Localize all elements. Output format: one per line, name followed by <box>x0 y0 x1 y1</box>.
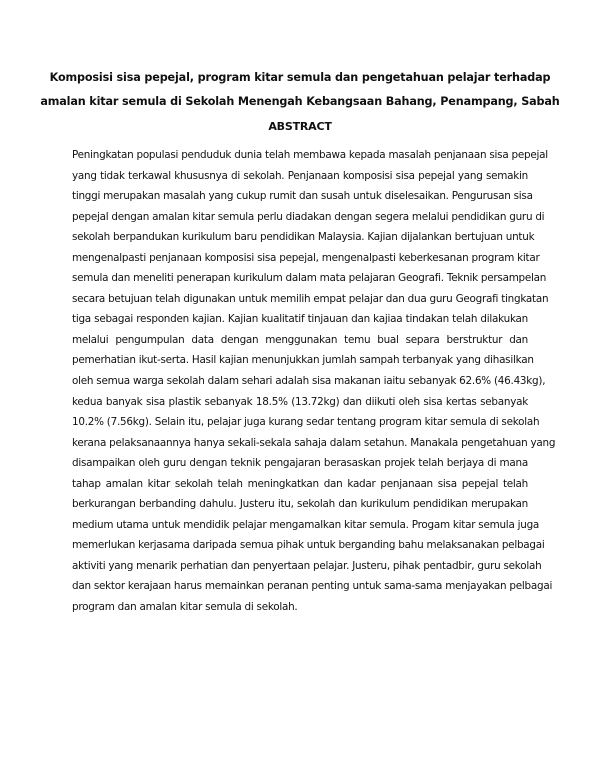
abstract-line: pepejal dengan amalan kitar semula perlu diadakan dengan segera melalui pendidikan guru di <box>72 210 545 223</box>
paper-title <box>40 66 560 114</box>
abstract-line: kerana pelaksanaannya hanya sekali-sekala sahaja dalam setahun. Manakala pengetahuan yang <box>72 436 556 449</box>
abstract-line: tahap amalan kitar sekolah telah meningkatkan dan kadar penjanaan sisa pepejal telah <box>72 477 528 490</box>
abstract-line: 10.2% (7.56kg). Selain itu, pelajar juga kurang sedar tentang program kitar semula di sekolah <box>72 416 540 429</box>
abstract-line: memerlukan kerjasama daripada semua pihak untuk berganding bahu melaksanakan pelbagai <box>72 539 545 552</box>
abstract-line: berkurangan berbanding dahulu. Justeru itu, sekolah dan kurikulum pendidikan merupakan <box>72 498 528 511</box>
abstract-line: semula dan meneliti penerapan kurikulum dalam mata pelajaran Geografi. Teknik persampelan <box>72 272 547 285</box>
abstract-line: yang tidak terkawal khususnya di sekolah. Penjanaan komposisi sisa pepejal yang semakin <box>72 169 528 182</box>
abstract-line: disampaikan oleh guru dengan teknik pengajaran berasaskan projek telah berjaya di mana <box>72 457 528 470</box>
abstract-line: sekolah berpandukan kurikulum baru pendidikan Malaysia. Kajian dijalankan bertujuan untuk <box>72 231 535 244</box>
abstract-line-final: program dan amalan kitar semula di sekolah. <box>72 601 298 614</box>
abstract-line: mengenalpasti penjanaan komposisi sisa pepejal, mengenalpasti keberkesanan program kitar <box>72 251 540 264</box>
abstract-line: tiga sebagai responden kajian. Kajian kualitatif tinjauan dan kajiaa tindakan telah dilakukan <box>72 313 528 326</box>
abstract-line: secara betujuan telah digunakan untuk memilih empat pelajar dan dua guru Geografi tingkatan <box>72 292 549 305</box>
abstract-line: pemerhatian ikut-serta. Hasil kajian menunjukkan jumlah sampah terbanyak yang dihasilkan <box>72 354 534 367</box>
abstract-line: kedua banyak sisa plastik sebanyak 18.5% (13.72kg) dan diikuti oleh sisa kertas sebanyak <box>72 395 528 408</box>
abstract-line: aktiviti yang menarik perhatian dan penyertaan pelajar. Justeru, pihak pentadbir, guru sekolah <box>72 559 542 572</box>
abstract-heading: ABSTRACT <box>268 120 332 133</box>
abstract-line: tinggi merupakan masalah yang cukup rumit dan susah untuk diselesaikan. Pengurusan sisa <box>72 190 533 203</box>
abstract-line: medium utama untuk mendidik pelajar mengamalkan kitar semula. Progam kitar semula juga <box>72 518 540 531</box>
abstract-body <box>72 145 556 618</box>
abstract-line: oleh semua warga sekolah dalam sehari adalah sisa makanan iaitu sebanyak 62.6% (46.43kg), <box>72 375 546 388</box>
paper-title-line-2: amalan kitar semula di Sekolah Menengah Kebangsaan Bahang, Penampang, Sabah <box>40 95 560 108</box>
abstract-line: Peningkatan populasi penduduk dunia telah membawa kepada masalah penjanaan sisa pepejal <box>72 149 548 161</box>
abstract-line: melalui pengumpulan data dengan menggunakan temu bual separa berstruktur dan <box>72 333 528 346</box>
abstract-line: dan sektor kerajaan harus memainkan peranan penting untuk sama-sama menjayakan pelbagai <box>72 580 553 593</box>
paper-title-line-1: Komposisi sisa pepejal, program kitar semula dan pengetahuan pelajar terhadap <box>49 71 551 84</box>
